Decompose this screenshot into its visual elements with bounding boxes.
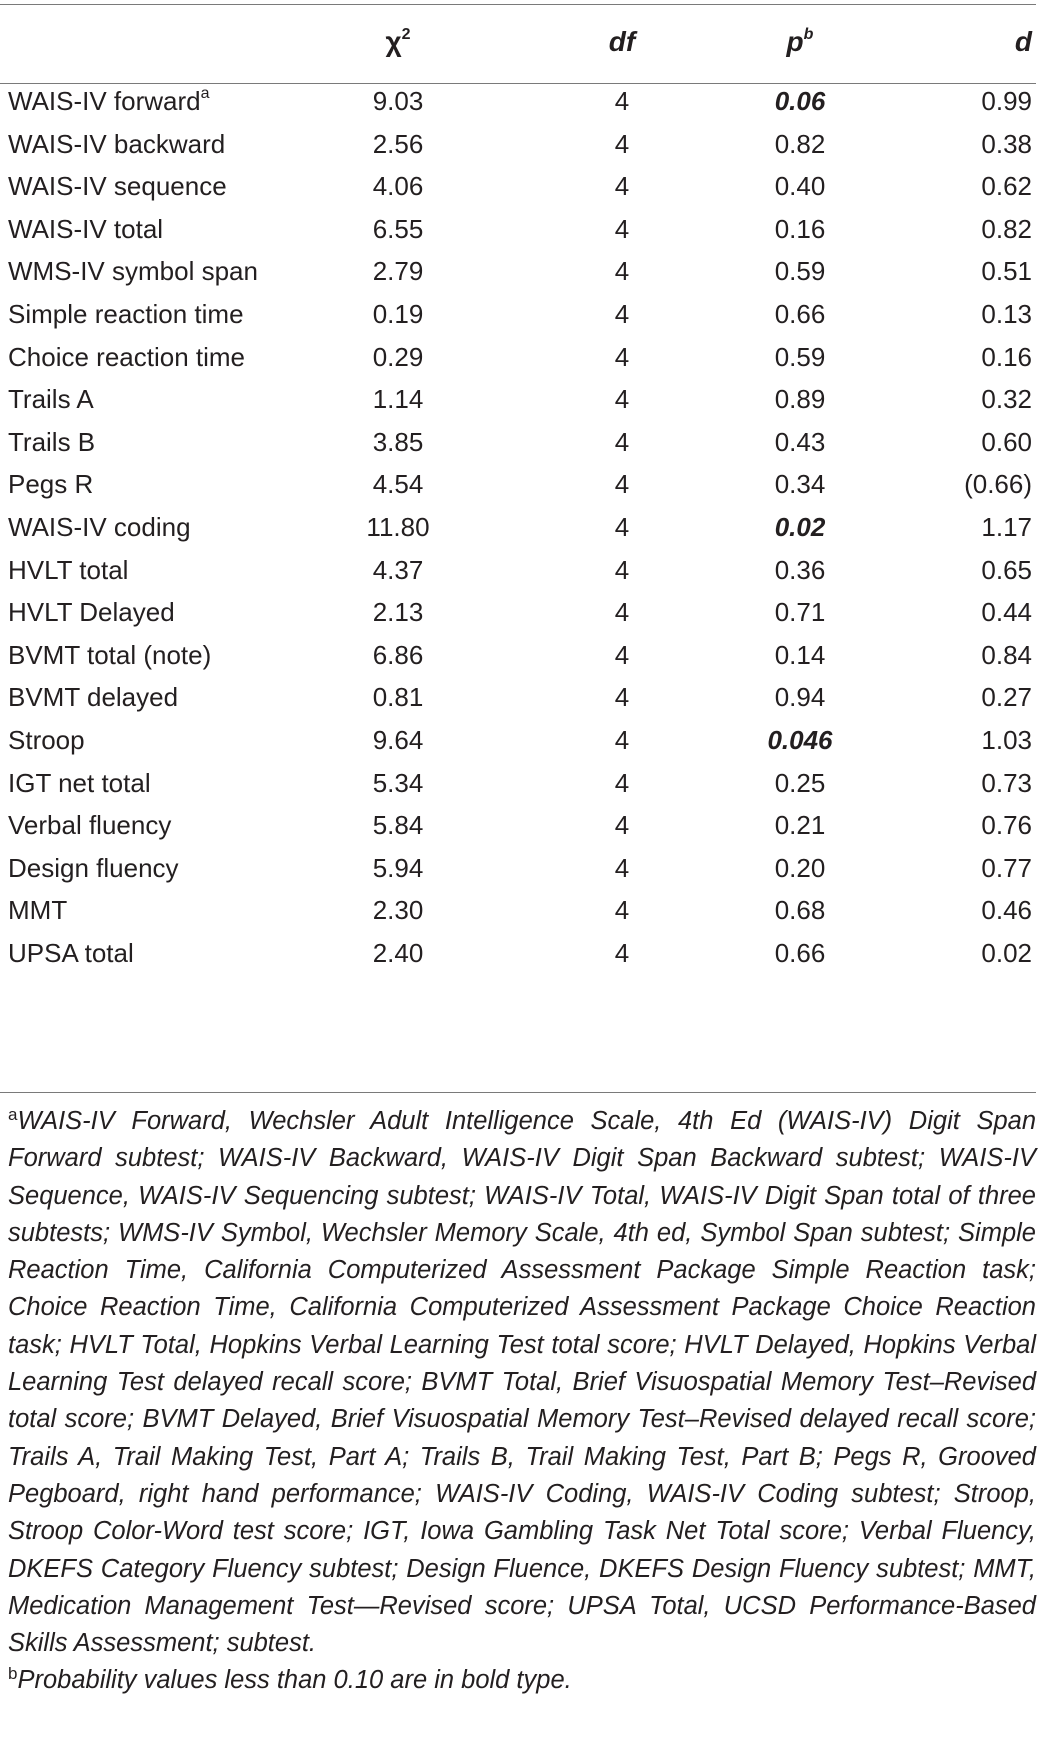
p-value: 0.59 [774,341,826,372]
p-value: 0.40 [774,171,826,202]
row-label [8,802,171,849]
df-value: 4 [614,767,630,798]
table-row [0,163,1036,210]
d-value: 0.32 [981,384,1032,415]
table-row [0,121,1036,168]
df-value: 4 [614,426,630,457]
df-value: 4 [614,639,630,670]
row-label-text: Pegs R [8,469,94,500]
top-rule [0,4,1036,5]
row-label-text: WAIS-IV total [8,213,164,244]
footnote-a-mark: a [8,1105,18,1124]
row-label-text: Stroop [8,725,85,755]
table-row [0,760,1036,807]
chi-square-value: 2.56 [372,128,424,159]
table-row [0,461,1036,508]
chi-square-value: 4.54 [372,469,424,500]
row-label [8,845,179,892]
footnotes [8,1103,1036,1700]
row-label [8,376,94,423]
d-value: 0.76 [981,810,1032,841]
chi-square-value: 5.94 [372,852,424,883]
df-value: 4 [614,86,630,116]
table-row [0,930,1036,977]
row-label-text: HVLT Delayed [8,597,175,628]
d-value: 0.46 [981,895,1032,926]
df-value: 4 [614,213,630,244]
row-label-text: WAIS-IV forward [8,86,201,116]
header-chi-square: $\chi^2$ [385,25,411,57]
row-label-text: MMT [8,895,68,926]
row-label-text: BVMT total (note) [8,639,212,670]
row-label-text: Simple reaction time [8,299,244,329]
df-value: 4 [614,682,630,713]
table-row [0,78,1036,125]
d-value: 0.82 [981,213,1032,244]
table-row [0,547,1036,594]
row-label [8,760,151,807]
footnote-b-text: Probability values less than 0.10 are in bold type. [17,1666,572,1695]
row-label [8,419,95,466]
p-value: 0.06 [774,86,826,116]
d-value: 0.13 [981,299,1032,329]
row-label-text: WAIS-IV backward [8,128,226,159]
p-value: 0.59 [774,256,826,287]
row-label [8,78,210,125]
d-value: 0.02 [981,938,1032,968]
p-value: 0.36 [774,554,826,585]
chi-square-value: 2.30 [372,895,424,926]
row-label [8,504,191,551]
row-label [8,717,85,764]
chi-square-value: 1.14 [372,384,424,415]
chi-square-value: 0.81 [372,682,424,713]
d-value: 0.38 [981,128,1032,159]
df-value: 4 [614,171,630,202]
p-value: 0.046 [767,725,833,755]
d-value: 0.16 [981,341,1032,372]
d-value: (0.66) [964,469,1032,500]
chi-square-value: 9.03 [372,86,424,116]
df-value: 4 [614,852,630,883]
row-label-text: Design fluency [8,852,179,883]
chi-square-value: 2.79 [372,256,424,287]
row-label-text: BVMT delayed [8,682,179,713]
row-label [8,291,244,338]
table-row [0,589,1036,636]
table-row [0,248,1036,295]
chi-square-value: 5.34 [372,767,424,798]
p-value: 0.20 [774,852,826,883]
p-value: 0.25 [774,767,826,798]
p-value: 0.21 [774,810,826,841]
table-row [0,376,1036,423]
d-value: 0.99 [981,86,1032,116]
row-label [8,461,93,508]
d-value: 0.44 [981,597,1032,628]
p-value: 0.94 [774,682,826,713]
d-value: 0.51 [981,256,1032,287]
header-d: d [1014,26,1032,57]
chi-square-value: 3.85 [372,426,424,457]
d-value: 0.60 [981,426,1032,457]
chi-square-value: 9.64 [372,725,424,755]
footnote-b [8,1662,1036,1699]
row-label [8,589,175,636]
chi-square-value: 6.55 [372,213,424,244]
row-label-text: Choice reaction time [8,341,245,372]
df-value: 4 [614,895,630,926]
footnote-a [8,1103,1036,1662]
p-value: 0.66 [774,938,826,968]
row-label-text: WAIS-IV sequence [8,171,227,202]
header-df: df [608,26,636,57]
d-value: 1.17 [981,512,1032,542]
row-label-text: IGT net total [8,767,151,798]
chi-square-value: 2.40 [372,938,424,968]
table-row [0,717,1036,764]
d-value: 0.77 [981,852,1032,883]
row-label-text: UPSA total [8,938,134,968]
p-value: 0.16 [774,213,826,244]
chi-square-value: 6.86 [372,639,424,670]
p-value: 0.02 [774,512,826,542]
row-label [8,674,178,721]
table-row [0,504,1036,551]
row-label [8,163,227,210]
p-value: 0.34 [774,469,826,500]
row-label [8,206,163,253]
df-value: 4 [614,512,630,542]
row-label [8,887,67,934]
df-value: 4 [614,341,630,372]
df-value: 4 [614,384,630,415]
df-value: 4 [614,299,630,329]
row-label [8,121,225,168]
row-label-text: WMS-IV symbol span [8,256,258,287]
d-value: 0.84 [981,639,1032,670]
df-value: 4 [614,256,630,287]
p-value: 0.68 [774,895,826,926]
table-row [0,291,1036,338]
df-value: 4 [614,938,630,968]
chi-square-value: 0.19 [372,299,424,329]
row-label-text: WAIS-IV coding [8,512,191,542]
chi-square-value: 4.06 [372,171,424,202]
chi-square-value: 4.37 [372,554,424,585]
d-value: 0.27 [981,682,1032,713]
row-label [8,547,128,594]
chi-square-value: 2.13 [372,597,424,628]
table-row [0,419,1036,466]
chi-square-value: 0.29 [372,341,424,372]
table-row [0,802,1036,849]
row-label-footnote-mark: a [200,85,210,103]
d-value: 1.03 [981,725,1032,755]
p-value: 0.43 [774,426,826,457]
row-label [8,334,245,381]
row-label [8,632,211,679]
bottom-rule [0,1092,1036,1093]
header-p: $p^b$ [786,25,814,57]
d-value: 0.62 [981,171,1032,202]
p-value: 0.14 [774,639,826,670]
row-label-text: Trails B [8,426,96,457]
p-value: 0.89 [774,384,826,415]
row-label-text: Verbal fluency [8,810,172,841]
chi-square-value: 5.84 [372,810,424,841]
p-value: 0.66 [774,299,826,329]
table-row [0,206,1036,253]
df-value: 4 [614,128,630,159]
p-value: 0.82 [774,128,826,159]
df-value: 4 [614,725,630,755]
footnote-b-mark: b [8,1664,18,1684]
df-value: 4 [614,554,630,585]
table-row [0,674,1036,721]
row-label [8,248,258,295]
table-header-row [0,18,1036,65]
row-label [8,930,134,977]
p-value: 0.71 [774,597,826,628]
table-row [0,887,1036,934]
row-label-text: Trails A [8,384,94,415]
table-row [0,334,1036,381]
row-label-text: HVLT total [8,554,129,585]
table-row [0,632,1036,679]
chi-square-value: 11.80 [366,512,430,542]
df-value: 4 [614,469,630,500]
d-value: 0.65 [981,554,1032,585]
d-value: 0.73 [981,767,1032,798]
table-row [0,845,1036,892]
df-value: 4 [614,810,630,841]
footnote-a-text: WAIS-IV Forward, Wechsler Adult Intelligence Scale, 4th Ed (WAIS-IV) Digit Span Forward subtest; WAIS-IV Backward, WAIS-IV Digit Span Backward subtest; WAIS-IV Sequence, WAIS-IV Sequencing subtest; WAIS-IV Total, WAIS-IV Digit Span total of three subtests; WMS-IV Symbol, Wechsler Memory Scale, 4th ed, Symbol Span subtest; Simple Reaction Time, California Computerized Assessment Package Simple Reaction task; Choice Reaction Time, California Computerized Assessment Package Choice Reaction task; HVLT Total, Hopkins Verbal Learning Test total score; HVLT Delayed, Hopkins Verbal Learning Test delayed recall score; BVMT Total, Brief Visuospatial Memory Test–Revised total score; BVMT Delayed, Brief Visuospatial Memory Test–Revised delayed recall score; Trails A, Trail Making Test, Part A; Trails B, Trail Making Test, Part B; Pegs R, Grooved Pegboard, right hand performance; WAIS-IV Coding, WAIS-IV Coding subtest; Stroop, Stroop Color-Word test score; IGT, Iowa Gambling Task Net Total score; Verbal Fluency, DKEFS Category Fluency subtest; Design Fluence, DKEFS Design Fluency subtest; MMT, Medication Management Test—Revised score; UPSA Total, UCSD Performance-Based Skills Assessment; subtest. [8,1107,1036,1658]
df-value: 4 [614,597,630,628]
